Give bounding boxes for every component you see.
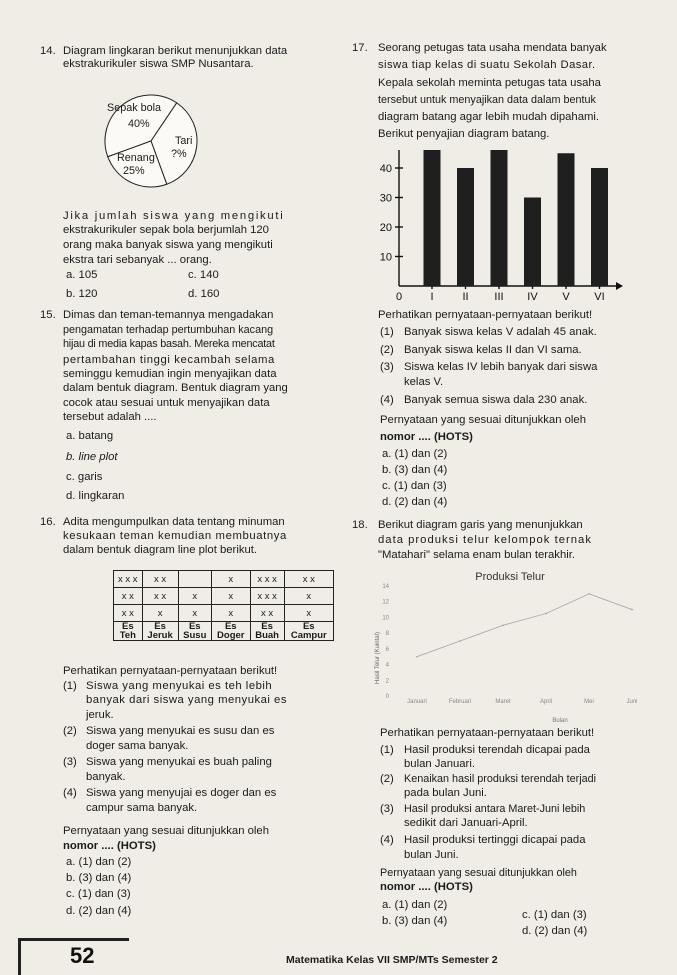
- statement-number: (3): [63, 756, 77, 768]
- q15-line: tersebut adalah ....: [63, 411, 157, 423]
- option-a[interactable]: a. (1) dan (2): [382, 899, 448, 911]
- statement-text: Banyak siswa kelas II dan VI sama.: [404, 344, 582, 356]
- plot-cell: x: [284, 588, 333, 605]
- q17-number: 17.: [352, 42, 368, 54]
- plot-cell: x x: [142, 588, 178, 605]
- q18-intro: Perhatikan pernyataan-pernyataan berikut!: [380, 727, 595, 739]
- statement-number: (3): [380, 803, 394, 815]
- line-plot-table: [113, 570, 334, 641]
- statement-number: (4): [63, 787, 77, 799]
- y-tick-label: 6: [385, 646, 389, 653]
- q15-line: cocok atau sesuai untuk menyajikan data: [63, 397, 270, 409]
- label-bottom: Doger: [217, 630, 245, 641]
- statement-text: bulan Januari.: [404, 758, 475, 770]
- option-c[interactable]: c. (1) dan (3): [66, 888, 131, 900]
- statement-number: (3): [380, 361, 394, 373]
- plot-cell: x: [211, 588, 250, 605]
- q18-ask: Pernyataan yang sesuai ditunjukkan oleh: [380, 867, 577, 879]
- statement-number: (1): [380, 326, 394, 338]
- plot-cell: x x x: [114, 571, 143, 588]
- plot-cell: x: [178, 588, 211, 605]
- table-row: [114, 605, 334, 622]
- q14-body: Jika jumlah siswa yang mengikuti: [63, 210, 285, 222]
- pie-label-sepak-bola: Sepak bola: [107, 102, 162, 114]
- q18-line: Berikut diagram garis yang menunjukkan: [378, 519, 583, 531]
- option-b[interactable]: b. 120: [66, 288, 98, 300]
- line-point-januari: [416, 656, 418, 658]
- y-tick-label: 30: [379, 192, 392, 205]
- plot-cell: x: [178, 605, 211, 622]
- y-tick-label: 14: [382, 584, 389, 590]
- q16-intro: Perhatikan pernyataan-pernyataan berikut!: [63, 665, 278, 677]
- option-a[interactable]: a. batang: [66, 430, 114, 442]
- statement-number: (2): [380, 773, 394, 785]
- option-c[interactable]: c. garis: [66, 471, 103, 483]
- pie-label-tari: Tari: [175, 135, 193, 147]
- bar-V: [558, 153, 575, 286]
- plot-cell: x x x: [250, 571, 284, 588]
- bar-VI: [591, 168, 608, 286]
- line-point-april: [545, 613, 547, 615]
- line-segment: [503, 614, 546, 626]
- plot-cell: x x: [284, 571, 333, 588]
- statement-number: (4): [380, 394, 394, 406]
- plot-cell: [178, 571, 211, 588]
- q14-line: Diagram lingkaran berikut menunjukkan data: [63, 45, 288, 57]
- y-tick-label: 40: [379, 163, 392, 175]
- bar-I: [424, 150, 441, 286]
- q17-intro: Perhatikan pernyataan-pernyataan berikut!: [378, 309, 593, 321]
- q15-line: pengamatan terhadap pertumbuhan kacang: [63, 324, 274, 336]
- q16-ask: Pernyataan yang sesuai ditunjukkan oleh: [63, 825, 269, 837]
- line-chart: [365, 566, 655, 724]
- table-row: [114, 588, 334, 605]
- x-tick-label: Februari: [448, 699, 472, 705]
- statement-number: (2): [63, 725, 77, 737]
- table-row: [114, 622, 334, 641]
- option-d[interactable]: d. (2) dan (4): [522, 925, 588, 937]
- option-b[interactable]: b. line plot: [66, 451, 118, 463]
- statement-text: Siswa yang menyujai es doger dan es: [86, 787, 277, 799]
- statement-text: doger sama banyak.: [86, 740, 189, 752]
- line-point-maret: [502, 624, 504, 626]
- page-number: 52: [70, 943, 95, 968]
- line-point-juni: [631, 609, 633, 611]
- statement-text: jeruk.: [86, 709, 114, 721]
- q15-line: seminggu kemudian ingin menyajikan data: [63, 368, 277, 380]
- q14-number: 14.: [40, 45, 56, 57]
- x-tick-label: Maret: [495, 699, 511, 705]
- q15-line: dalam bentuk diagram. Bentuk diagram yang: [63, 382, 288, 394]
- label-top: Es: [224, 621, 237, 632]
- q18-line: "Matahari" selama enam bulan terakhir.: [378, 549, 576, 561]
- statement-text: Siswa yang menyukai es susu dan es: [86, 725, 275, 737]
- plot-cell: x: [211, 571, 250, 588]
- y-tick-label: 10: [379, 251, 392, 264]
- statement-number: (1): [63, 680, 77, 692]
- statement-number: (2): [380, 344, 394, 356]
- table-row: [114, 571, 334, 588]
- q18-line: data produksi telur kelompok ternak: [378, 534, 592, 546]
- option-d[interactable]: d. (2) dan (4): [66, 905, 132, 917]
- option-d[interactable]: d. (2) dan (4): [382, 496, 448, 508]
- statement-text: Banyak semua siswa dala 230 anak.: [404, 394, 588, 406]
- q17-ask: nomor .... (HOTS): [380, 431, 473, 443]
- q16-number: 16.: [40, 516, 56, 528]
- plot-cell: x x: [250, 605, 284, 622]
- q15-number: 15.: [40, 309, 56, 321]
- plot-label-cell: [178, 622, 211, 641]
- bar-IV: [524, 198, 541, 287]
- y-tick-label: 0: [385, 694, 389, 700]
- q15-line: hijau di media kapas basah. Mereka mencatat: [63, 338, 275, 350]
- q15-line: Dimas dan teman-temannya mengadakan: [63, 309, 274, 321]
- plot-cell: x: [284, 605, 333, 622]
- statement-text: Siswa yang menyukai es buah paling: [86, 756, 272, 768]
- q14-body: ekstra tari sebanyak ... orang.: [63, 254, 212, 266]
- option-d[interactable]: d. lingkaran: [66, 490, 125, 502]
- label-bottom: Jeruk: [147, 630, 173, 641]
- bar-III: [491, 150, 508, 286]
- line-segment: [546, 594, 589, 614]
- q14-body: orang maka banyak siswa yang mengikuti: [63, 239, 273, 251]
- x-tick-label: V: [562, 291, 570, 303]
- label-bottom: Teh: [119, 630, 136, 641]
- statement-number: (1): [380, 744, 394, 756]
- label-top: Es: [261, 621, 273, 632]
- plot-label-cell: [284, 622, 333, 641]
- line-chart-xlabel: Bulan: [552, 718, 568, 724]
- pie-value-renang: 25%: [123, 165, 145, 177]
- statement-text: bulan Juni.: [404, 849, 459, 861]
- label-bottom: Campur: [290, 630, 327, 641]
- plot-cell: x x: [114, 588, 143, 605]
- plot-cell: x: [211, 605, 250, 622]
- bar-chart: [368, 150, 623, 306]
- line-point-februari: [459, 640, 461, 642]
- statement-text: pada bulan Juni.: [404, 787, 487, 799]
- plot-cell: x x: [114, 605, 143, 622]
- line-chart-ylabel: Hasil Telur (Kuintal): [375, 632, 381, 684]
- x-tick-label: I: [430, 291, 434, 303]
- statement-text: Hasil produksi terendah dicapai pada: [404, 744, 590, 756]
- label-bottom: Susu: [183, 630, 207, 641]
- statement-text: Kenaikan hasil produksi terendah terjadi: [404, 773, 597, 785]
- bar-II: [457, 168, 474, 286]
- x-tick-label: Juni: [626, 699, 638, 705]
- label-top: Es: [188, 621, 201, 632]
- y-tick-label: 0: [395, 291, 403, 303]
- statement-text: Banyak siswa kelas V adalah 45 anak.: [404, 326, 597, 338]
- label-top: Es: [302, 621, 315, 632]
- q17-line: Seorang petugas tata usaha mendata banyak: [378, 42, 607, 54]
- option-b[interactable]: b. (3) dan (4): [382, 464, 448, 476]
- y-tick-label: 12: [382, 599, 389, 606]
- y-tick-label: 4: [385, 662, 389, 669]
- label-top: Es: [121, 621, 134, 632]
- q17-line: Berikut penyajian diagram batang.: [378, 128, 550, 140]
- q17-line: Kepala sekolah meminta petugas tata usaha: [378, 77, 601, 89]
- x-axis-arrow: [616, 282, 623, 290]
- option-a[interactable]: a. (1) dan (2): [382, 448, 448, 460]
- y-tick-label: 10: [382, 615, 389, 622]
- plot-label-cell: [250, 622, 284, 641]
- y-tick-label: 20: [379, 222, 392, 234]
- q17-line: tersebut untuk menyajikan data dalam bentuk: [378, 94, 596, 106]
- q17-line: diagram batang agar lebih mudah dipahami.: [378, 111, 600, 123]
- statement-number: (4): [380, 834, 394, 846]
- statement-text: Hasil produksi tertinggi dicapai pada: [404, 834, 586, 846]
- x-tick-label: Mei: [584, 699, 594, 705]
- book-title: Matematika Kelas VII SMP/MTs Semester 2: [286, 954, 498, 966]
- plot-cell: x x x: [250, 588, 284, 605]
- plot-label-cell: [114, 622, 143, 641]
- x-tick-label: Januari: [407, 699, 427, 705]
- option-a[interactable]: a. 105: [66, 269, 98, 281]
- pie-label-renang: Renang: [117, 152, 155, 164]
- plot-cell: x: [142, 605, 178, 622]
- label-top: Es: [154, 621, 166, 632]
- line-segment: [589, 594, 632, 610]
- statement-text: campur sama banyak.: [86, 802, 198, 814]
- q16-line: kesukaan teman kemudian membuatnya: [63, 530, 287, 542]
- option-b[interactable]: b. (3) dan (4): [66, 872, 132, 884]
- option-b[interactable]: b. (3) dan (4): [382, 915, 448, 927]
- q17-line: siswa tiap kelas di suatu Sekolah Dasar.: [378, 59, 596, 71]
- x-tick-label: IV: [527, 291, 538, 303]
- q18-ask: nomor .... (HOTS): [380, 881, 473, 893]
- line-chart-title: Produksi Telur: [475, 571, 545, 583]
- statement-text: banyak.: [86, 771, 126, 783]
- option-a[interactable]: a. (1) dan (2): [66, 856, 132, 868]
- plot-cell: x x: [142, 571, 178, 588]
- q14-line: ekstrakurikuler siswa SMP Nusantara.: [63, 58, 254, 70]
- plot-label-cell: [211, 622, 250, 641]
- q14-body: ekstrakurikuler sepak bola berjumlah 120: [63, 224, 269, 236]
- pie-value-sepak-bola: 40%: [128, 118, 150, 130]
- y-tick-label: 2: [385, 678, 389, 685]
- plot-label-cell: [142, 622, 178, 641]
- q16-ask: nomor .... (HOTS): [63, 840, 156, 852]
- statement-text: kelas V.: [404, 376, 444, 388]
- option-c[interactable]: c. (1) dan (3): [382, 480, 447, 492]
- option-c[interactable]: c. (1) dan (3): [522, 909, 587, 921]
- option-d[interactable]: d. 160: [188, 288, 220, 300]
- statement-text: Siswa kelas IV lebih banyak dari siswa: [404, 361, 598, 373]
- x-tick-label: VI: [594, 291, 605, 303]
- line-segment: [417, 641, 460, 657]
- y-tick-label: 8: [385, 631, 389, 638]
- x-tick-label: III: [494, 291, 504, 303]
- q15-line: pertambahan tinggi kecambah selama: [63, 354, 275, 366]
- line-point-mei: [588, 593, 590, 595]
- q17-ask: Pernyataan yang sesuai ditunjukkan oleh: [380, 414, 586, 426]
- pie-value-tari: ?%: [171, 148, 187, 160]
- label-bottom: Buah: [255, 630, 279, 641]
- q18-number: 18.: [352, 519, 368, 531]
- statement-text: sedikit dari Januari-April.: [404, 817, 528, 829]
- statement-text: Hasil produksi antara Maret-Juni lebih: [404, 803, 586, 815]
- q16-line: Adita mengumpulkan data tentang minuman: [63, 516, 285, 528]
- x-tick-label: II: [462, 291, 469, 303]
- q16-line: dalam bentuk diagram line plot berikut.: [63, 544, 258, 556]
- statement-text: banyak dari siswa yang menyukai es: [86, 694, 287, 706]
- x-tick-label: April: [539, 699, 553, 705]
- option-c[interactable]: c. 140: [188, 269, 219, 281]
- line-segment: [460, 625, 503, 641]
- statement-text: Siswa yang menyukai es teh lebih: [86, 680, 273, 692]
